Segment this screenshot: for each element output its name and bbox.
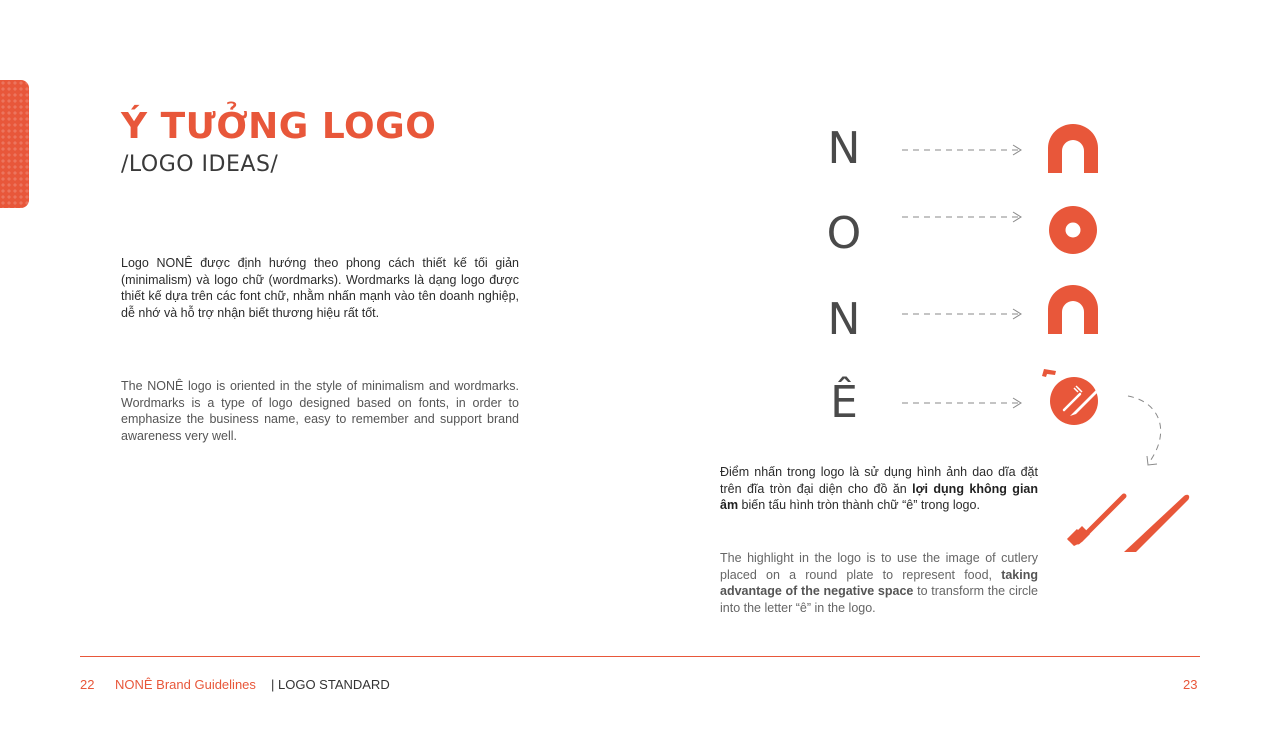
page-number-left: 22: [80, 677, 95, 692]
page-title: Ý TƯỞNG LOGO: [121, 106, 437, 147]
n-arch-icon: [1047, 285, 1099, 335]
page-subtitle: /LOGO IDEAS/: [121, 152, 279, 177]
dashed-arrow-icon: [900, 395, 1024, 411]
letter-e-circumflex: Ê: [830, 377, 858, 428]
plate-cutlery-icon: [1038, 364, 1110, 428]
intro-text-en: The NONÊ logo is oriented in the style of minimalism and wordmarks. Wordmarks is a type of logo designed based on fonts, in order to emphasize the business name, easy to remember and support brand awareness very well.: [121, 379, 519, 443]
curved-dashed-arrow-icon: [1120, 392, 1180, 472]
intro-text-vi: Logo NONÊ được định hướng theo phong cách thiết kế tối giản (minimalism) và logo chữ (wordmarks). Wordmarks là dạng logo được thiết kế dựa trên các font chữ, nhằm nhấn mạnh vào tên doanh nghiệp, dễ nhớ và hỗ trợ nhận biết thương hiệu rất tốt.: [121, 256, 519, 320]
letter-n-2: N: [827, 294, 861, 345]
letter-o: O: [826, 208, 862, 259]
o-ring-icon: [1047, 205, 1099, 255]
dashed-arrow-icon: [900, 142, 1024, 158]
highlight-text-en: The highlight in the logo is to use the image of cutlery placed on a round plate to represent food, taking advantage of the negative space to transform the circle into the letter “ê” in the logo.: [720, 551, 1038, 615]
highlight-bold-en: taking advantage of the negative space: [720, 567, 1038, 598]
page-number-right: 23: [1183, 677, 1198, 692]
side-tab-decoration: [0, 80, 29, 208]
footer-section: | LOGO STANDARD: [271, 677, 390, 692]
dashed-arrow-icon: [900, 306, 1024, 322]
footer-divider: [80, 656, 1200, 657]
dashed-arrow-icon: [900, 209, 1024, 225]
fork-knife-icon: [1064, 492, 1194, 554]
highlight-text-vi: Điểm nhấn trong logo là sử dụng hình ảnh dao dĩa đặt trên đĩa tròn đại diện cho đồ ăn lợi dụng không gian âm biến tấu hình tròn thành chữ “ê” trong logo.: [720, 465, 1039, 512]
letter-n-1: N: [827, 123, 861, 174]
highlight-bold-vi: lợi dụng không gian âm: [720, 481, 1039, 512]
n-arch-icon: [1047, 124, 1099, 174]
footer-brand: NONÊ Brand Guidelines: [115, 677, 256, 692]
